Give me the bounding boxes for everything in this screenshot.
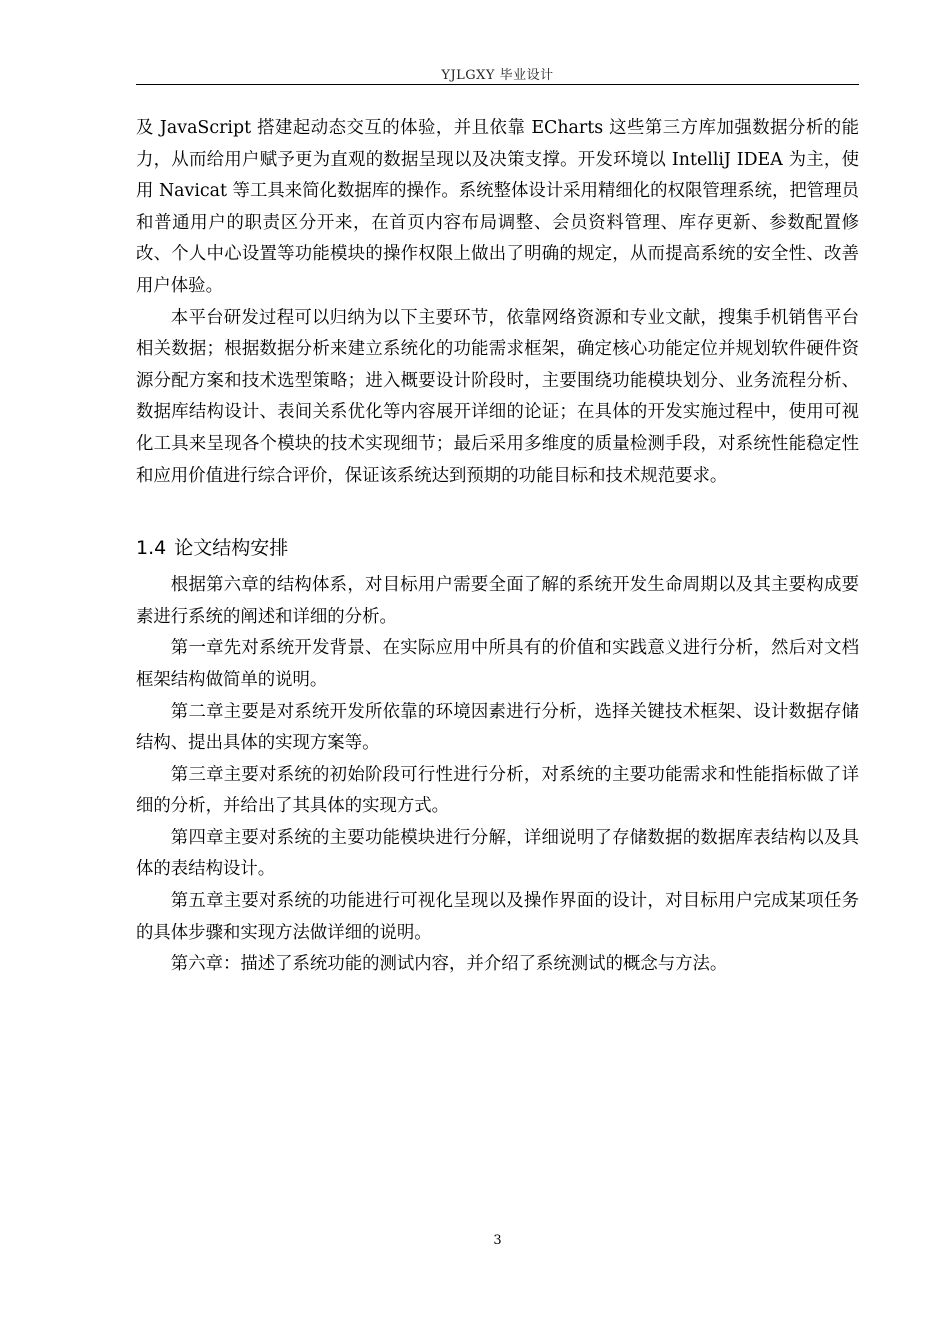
page-header-title: YJLGXY 毕业设计 <box>441 68 554 83</box>
paragraph-structure-intro: 根据第六章的结构体系，对目标用户需要全面了解的系统开发生命周期以及其主要构成要素进行系统的阐述和详细的分析。 <box>136 575 859 627</box>
section-number: 1.4 <box>136 537 167 560</box>
header-divider <box>136 84 859 85</box>
paragraph-chapter-2: 第二章主要是对系统开发所依靠的环境因素进行分析，选择关键技术框架、设计数据存储结构、提出具体的实现方案等。 <box>136 701 859 754</box>
section-heading <box>136 492 859 570</box>
paragraph-continued: 及 JavaScript 搭建起动态交互的体验，并且依靠 ECharts 这些第三方库加强数据分析的能力，从而给用户赋予更为直观的数据呈现以及决策支撑。开发环境以 IntelliJ IDEA 为主，使用 Navicat 等工具来简化数据库的操作。系统整体设计采用精细化的权限管理系统，把管理员和普通用户的职责区分开来，在首页内容布局调整、会员资料管理、库存更新、参数配置修改、个人中心设置等功能模块的操作权限上做出了明确的规定，从而提高系统的安全性、改善用户体验。 <box>136 118 859 296</box>
paragraph-chapter-1: 第一章先对系统开发背景、在实际应用中所具有的价值和实践意义进行分析，然后对文档框架结构做简单的说明。 <box>136 638 859 690</box>
paragraph-chapter-5: 第五章主要对系统的功能进行可视化呈现以及操作界面的设计，对目标用户完成某项任务的具体步骤和实现方法做详细的说明。 <box>136 891 859 943</box>
paragraph-chapter-4: 第四章主要对系统的主要功能模块进行分解，详细说明了存储数据的数据库表结构以及具体的表结构设计。 <box>136 827 859 880</box>
paragraph-dev-process: 本平台研发过程可以归纳为以下主要环节，依靠网络资源和专业文献，搜集手机销售平台相关数据；根据数据分析来建立系统化的功能需求框架，确定核心功能定位并规划软件硬件资源分配方案和技术选型策略；进入概要设计阶段时，主要围绕功能模块划分、业务流程分析、数据库结构设计、表间关系优化等内容展开详细的论证；在具体的开发实施过程中，使用可视化工具来呈现各个模块的技术实现细节；最后采用多维度的质量检测手段，对系统性能稳定性和应用价值进行综合评价，保证该系统达到预期的功能目标和技术规范要求。 <box>136 307 859 486</box>
paragraph-chapter-3: 第三章主要对系统的初始阶段可行性进行分析，对系统的主要功能需求和性能指标做了详细的分析，并给出了其具体的实现方式。 <box>136 764 859 817</box>
document-body <box>136 113 859 981</box>
section-title: 论文结构安排 <box>174 537 289 560</box>
page-number: 3 <box>493 1233 502 1248</box>
paragraph-chapter-6: 第六章：描述了系统功能的测试内容，并介绍了系统测试的概念与方法。 <box>170 954 728 975</box>
